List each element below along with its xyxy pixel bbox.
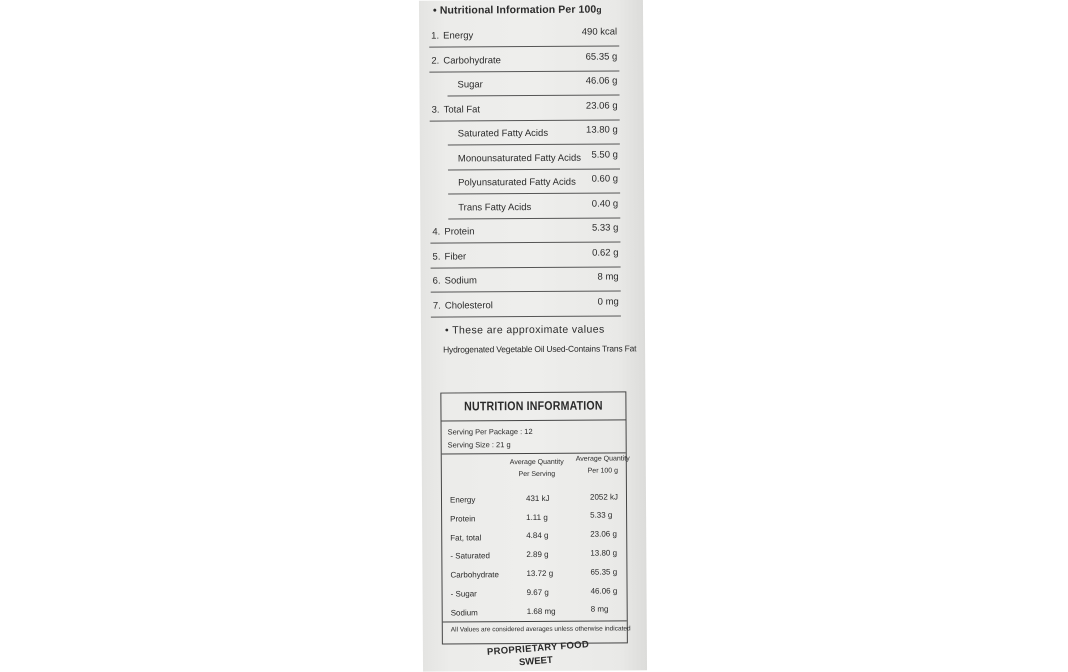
table-value-per-100g: 65.35 g <box>590 567 618 577</box>
nutrient-row <box>431 293 621 317</box>
row-number: 1. <box>431 30 440 42</box>
row-number: 4. <box>432 226 441 238</box>
table-value-per-100g: 2052 kJ <box>589 492 619 502</box>
nutrient-row <box>448 121 620 145</box>
row-number: 7. <box>432 300 441 312</box>
nutrient-value: 5.33 g <box>591 222 619 234</box>
nutrient-value: 0 mg <box>597 295 619 308</box>
nutrient-value: 5.50 g <box>591 148 618 161</box>
nutrient-row <box>448 195 620 219</box>
trans-fat-note: Hydrogenated Vegetable Oil Used-Contains Trans Fat <box>443 343 637 355</box>
row-number: 3. <box>431 104 440 116</box>
serving-per-package: Serving Per Package : 12 <box>447 427 533 437</box>
panel1-title: • Nutritional Information Per 100g <box>432 3 602 17</box>
nutrient-row <box>430 244 620 268</box>
averages-footnote: All Values are considered averages unless otherwise indicated <box>450 625 631 634</box>
table-value-per-serving: 431 kJ <box>525 493 550 503</box>
nutrient-row <box>431 268 621 292</box>
table-value-per-serving: 9.67 g <box>526 587 549 597</box>
table-label: Fat, total <box>450 532 482 543</box>
nutrient-row <box>429 48 619 72</box>
nutrient-label: Sodium <box>444 275 477 287</box>
nutrient-label: Protein <box>444 226 475 238</box>
table-value-per-serving: 2.89 g <box>526 550 549 560</box>
table-value-per-100g: 23.06 g <box>590 529 617 539</box>
table-label: - Sugar <box>450 589 477 599</box>
nutrient-value: 0.40 g <box>591 197 619 210</box>
nutrition-information-box <box>440 391 631 644</box>
table-value-per-100g: 46.06 g <box>590 586 618 596</box>
table-value-per-serving: 1.11 g <box>526 512 548 522</box>
table-label: Sodium <box>450 608 478 618</box>
nutrient-label: Cholesterol <box>444 299 493 312</box>
nutrient-value: 23.06 g <box>585 99 618 112</box>
nutrient-value: 46.06 g <box>585 75 618 87</box>
row-number: 6. <box>432 275 441 287</box>
nutrient-label: Trans Fatty Acids <box>458 201 532 213</box>
nutrition-label-packet <box>419 0 647 672</box>
table-label: Carbohydrate <box>450 570 499 580</box>
table-label: Protein <box>450 514 476 524</box>
proprietary-food-label: PROPRIETARY FOOD <box>486 639 590 658</box>
table-value-per-100g: 13.80 g <box>590 548 618 558</box>
nutrient-row <box>448 170 620 194</box>
nutrient-value: 0.62 g <box>592 246 619 259</box>
nutrition-information-title: NUTRITION INFORMATION <box>464 398 603 414</box>
divider <box>442 419 626 421</box>
row-number: 5. <box>432 251 441 263</box>
nutrient-value: 0.60 g <box>591 173 619 185</box>
nutrient-row <box>447 72 619 96</box>
sweet-label: SWEET <box>518 654 554 669</box>
nutrient-label: Polyunsaturated Fatty Acids <box>458 176 576 189</box>
nutrient-value: 65.35 g <box>585 50 618 63</box>
nutrient-value: 490 kcal <box>581 26 618 38</box>
table-value-per-100g: 8 mg <box>590 604 609 615</box>
nutrient-row <box>448 146 620 170</box>
table-value-per-serving: 1.68 mg <box>526 606 556 616</box>
nutrient-row <box>430 219 620 243</box>
approximate-values-note: • These are approximate values <box>444 323 605 337</box>
table-label: Energy <box>449 495 476 505</box>
table-value-per-serving: 4.84 g <box>526 531 549 541</box>
nutrient-label: Saturated Fatty Acids <box>457 127 549 140</box>
nutrient-value: 13.80 g <box>586 124 618 136</box>
divider <box>443 620 627 622</box>
nutrient-label: Monounsaturated Fatty Acids <box>457 152 581 164</box>
column-header-per-serving: Average Quantity Per Serving <box>509 458 564 479</box>
table-value-per-100g: 5.33 g <box>590 510 613 521</box>
table-label: - Saturated <box>450 551 490 561</box>
table-value-per-serving: 13.72 g <box>526 568 554 579</box>
nutrient-row <box>430 97 620 121</box>
nutrient-label: Total Fat <box>443 103 481 116</box>
nutrient-label: Sugar <box>457 79 483 91</box>
nutrient-label: Fiber <box>444 250 467 263</box>
column-header-per-100g: Average Quantity Per 100 g <box>575 455 630 475</box>
row-number: 2. <box>431 55 440 67</box>
nutrient-value: 8 mg <box>597 271 619 283</box>
serving-size: Serving Size : 21 g <box>447 440 511 450</box>
nutrient-label: Energy <box>443 30 474 42</box>
nutrient-label: Carbohydrate <box>443 54 501 67</box>
nutrient-row <box>429 23 619 47</box>
